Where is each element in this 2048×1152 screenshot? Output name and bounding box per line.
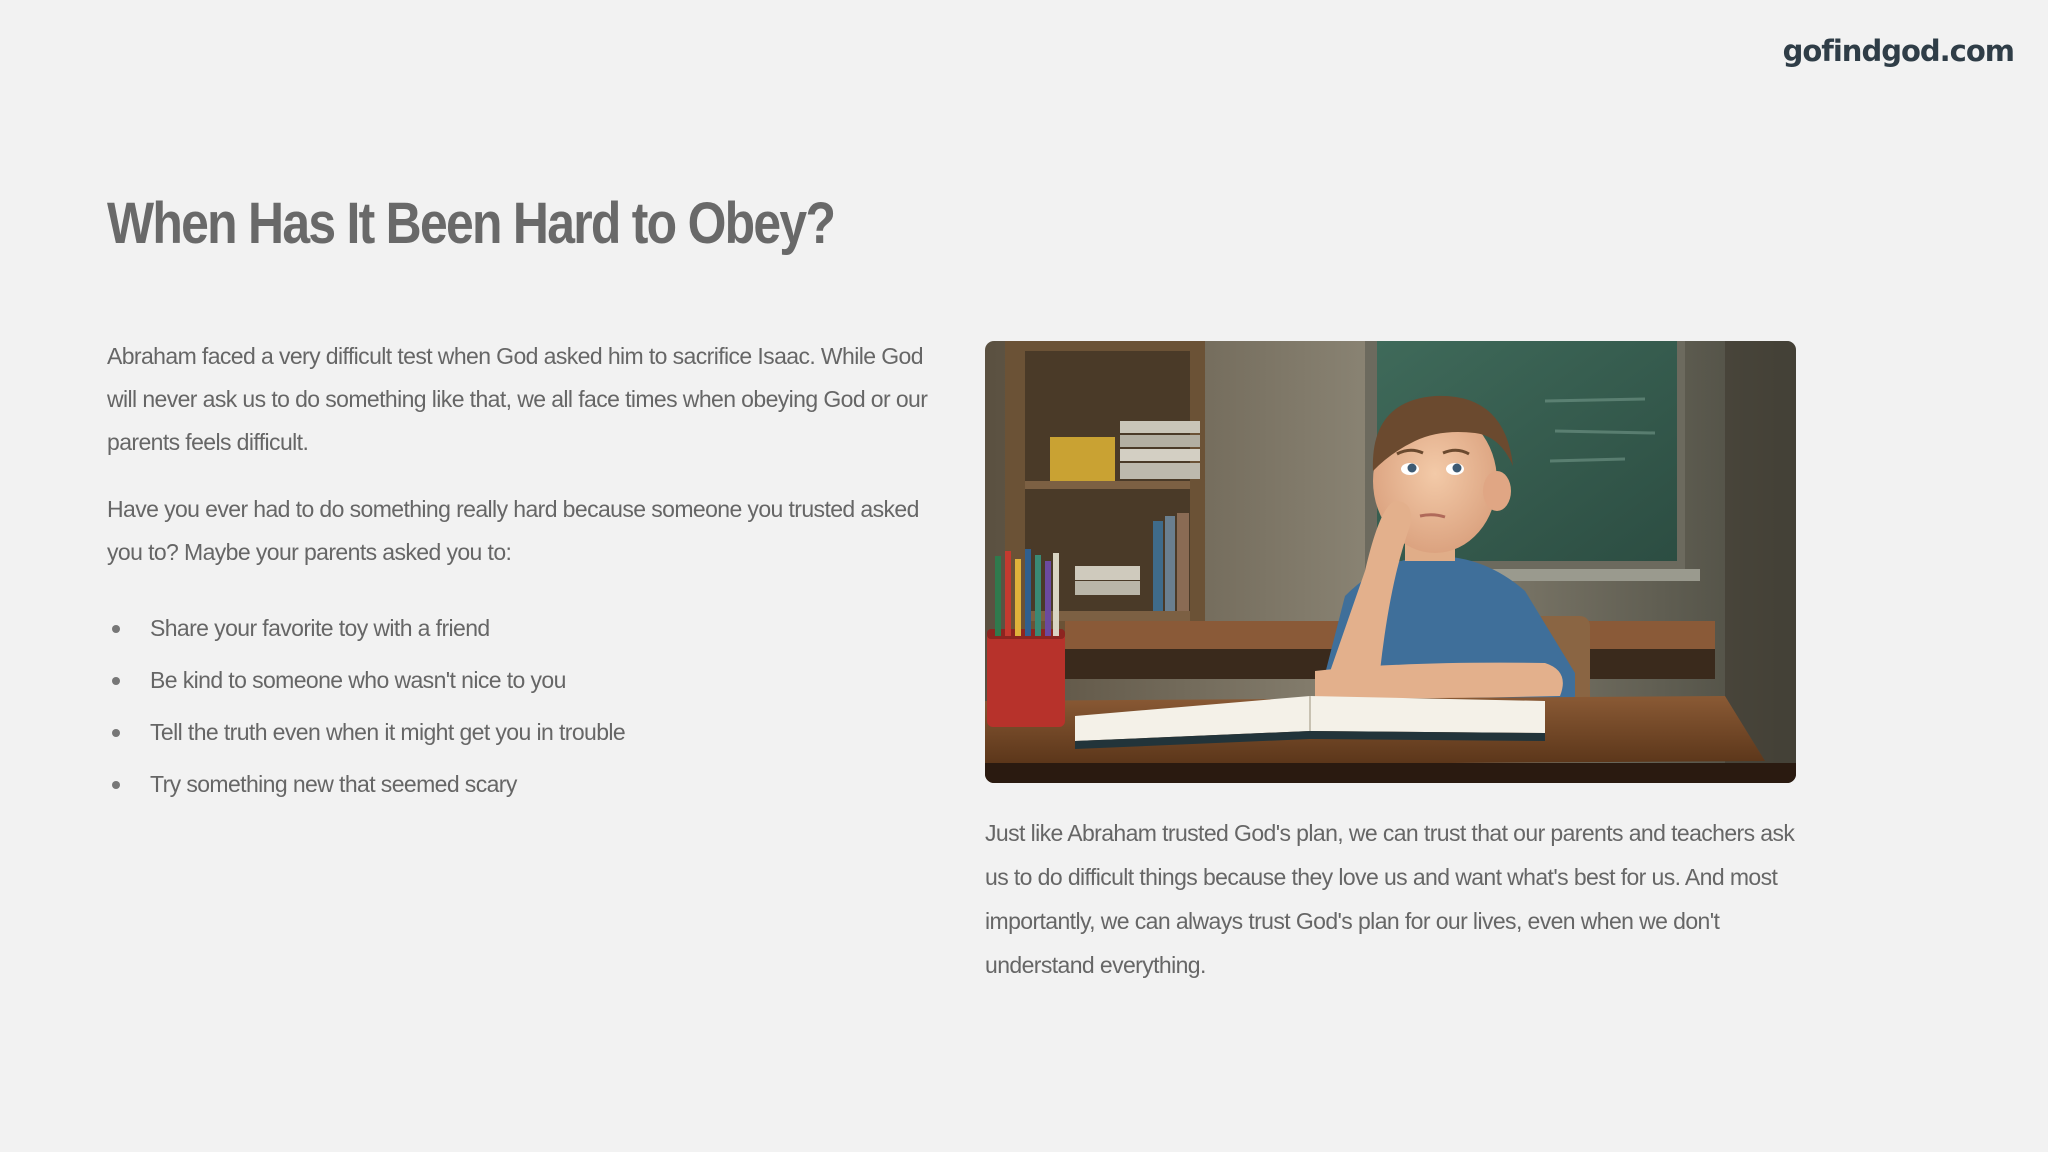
closing-paragraph: Just like Abraham trusted God's plan, we can trust that our parents and teachers ask us to do difficult things because they love us and want what's best for us. And most importantly, we can always trust God's plan for our lives, even when we don't understand everything. (985, 820, 1795, 978)
bullet-dot-icon (112, 729, 120, 737)
bullet-dot-icon (112, 625, 120, 633)
boy-at-desk-photo (985, 341, 1796, 783)
bullet-text: Try something new that seemed scary (150, 771, 517, 797)
bullet-dot-icon (112, 677, 120, 685)
bullet-list (107, 602, 937, 810)
bullet-item (107, 758, 937, 810)
bullet-item (107, 654, 937, 706)
bullet-text: Be kind to someone who wasn't nice to you (150, 667, 566, 693)
left-column (107, 335, 937, 810)
bullet-text: Tell the truth even when it might get you in trouble (150, 719, 626, 745)
intro-paragraph-1: Abraham faced a very difficult test when God asked him to sacrifice Isaac. While God will never ask us to do something like that, we all face times when obeying God or our parents feels difficult. (107, 343, 928, 455)
bullet-item (107, 706, 937, 758)
brand-logo-text: gofindgod.com (1782, 34, 2014, 68)
bullet-item (107, 602, 937, 654)
page-title: When Has It Been Hard to Obey? (107, 191, 835, 256)
bullet-text: Share your favorite toy with a friend (150, 615, 490, 641)
intro-paragraph-2: Have you ever had to do something really hard because someone you trusted asked you to? Maybe your parents asked you to: (107, 496, 919, 565)
bullet-dot-icon (112, 781, 120, 789)
